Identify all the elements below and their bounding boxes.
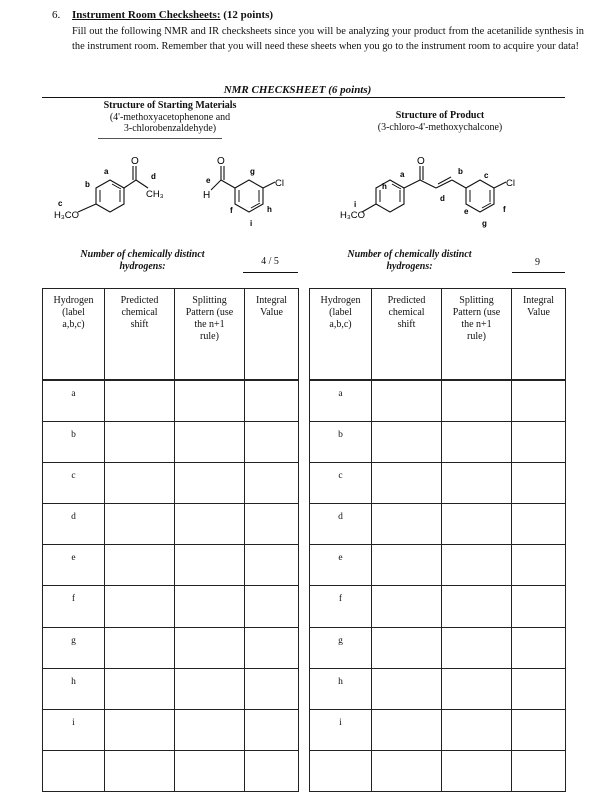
chemical-shift-cell[interactable] xyxy=(372,504,442,545)
table-row xyxy=(43,545,299,586)
hydrogen-label-cell: c xyxy=(43,463,105,504)
chemical-shift-cell[interactable] xyxy=(105,668,175,709)
hydrogen-label-cell: i xyxy=(43,709,105,750)
aldehyde-hydrogen-label: H xyxy=(203,190,211,201)
chemical-shift-cell[interactable] xyxy=(105,380,175,422)
product-hydrogen-count-label xyxy=(327,249,492,273)
starting-heading-title: Structure of Starting Materials xyxy=(103,100,237,111)
starting-hydrogen-count-label xyxy=(60,249,225,273)
question-points: (12 points) xyxy=(223,9,274,21)
table-row xyxy=(310,422,566,463)
table-row xyxy=(43,463,299,504)
starting-hydrogen-count-value: 4 / 5 xyxy=(261,256,279,267)
chlorine-label: Cl xyxy=(506,178,515,189)
integral-value-cell[interactable] xyxy=(512,504,566,545)
splitting-pattern-cell[interactable] xyxy=(442,463,512,504)
starting-heading-line2: (4'-methoxyacetophenone and xyxy=(109,111,231,123)
splitting-pattern-cell[interactable] xyxy=(175,627,245,668)
starting-count-label-line1: Number of chemically distinct xyxy=(80,249,205,260)
label-g: g xyxy=(482,219,487,228)
label-c: c xyxy=(58,199,63,208)
label-d: d xyxy=(440,194,445,203)
splitting-pattern-cell[interactable] xyxy=(175,668,245,709)
nmr-checksheet-title: NMR CHECKSHEET (6 points) xyxy=(223,84,372,96)
product-nmr-table xyxy=(309,288,566,792)
product-count-label-line2: hydrogens: xyxy=(386,261,433,272)
integral-value-cell[interactable] xyxy=(512,668,566,709)
table-header-row xyxy=(43,289,299,381)
question-number: 6. xyxy=(52,9,61,21)
integral-value-cell[interactable] xyxy=(245,422,299,463)
product-count-underline xyxy=(512,272,565,273)
chemical-shift-cell[interactable] xyxy=(372,586,442,627)
table-header-row xyxy=(310,289,566,381)
label-f: f xyxy=(503,205,506,214)
product-heading xyxy=(345,110,535,133)
chemical-shift-header: Predicted chemical shift xyxy=(372,289,442,381)
hydrogen-label-cell: b xyxy=(310,422,372,463)
hydrogen-label-cell: h xyxy=(43,668,105,709)
table-row xyxy=(310,504,566,545)
chemical-shift-cell[interactable] xyxy=(372,627,442,668)
chemical-shift-header: Predicted chemical shift xyxy=(105,289,175,381)
integral-value-cell[interactable] xyxy=(512,545,566,586)
splitting-pattern-cell[interactable] xyxy=(442,668,512,709)
splitting-pattern-cell[interactable] xyxy=(175,380,245,422)
product-heading-line2: (3-chloro-4'-methoxychalcone) xyxy=(377,121,503,133)
label-a: a xyxy=(104,167,109,176)
table-row xyxy=(310,545,566,586)
label-h: h xyxy=(267,205,272,214)
splitting-pattern-cell[interactable] xyxy=(175,422,245,463)
starting-materials-nmr-table xyxy=(42,288,299,792)
integral-value-cell[interactable] xyxy=(245,668,299,709)
hydrogen-label-cell: g xyxy=(310,627,372,668)
table-row xyxy=(310,586,566,627)
splitting-pattern-cell[interactable] xyxy=(442,380,512,422)
table-row xyxy=(43,586,299,627)
hydrogen-label-cell: g xyxy=(43,627,105,668)
carbonyl-oxygen-label: O xyxy=(417,156,425,167)
hydrogen-label-cell: e xyxy=(43,545,105,586)
product-count-label-line1: Number of chemically distinct xyxy=(347,249,472,260)
label-e: e xyxy=(206,176,211,185)
hydrogen-label-header: Hydrogen (label a,b,c) xyxy=(43,289,105,381)
hydrogen-label-cell: h xyxy=(310,668,372,709)
integral-value-cell[interactable] xyxy=(512,463,566,504)
chemical-shift-cell[interactable] xyxy=(105,750,175,791)
integral-value-cell[interactable] xyxy=(512,380,566,422)
starting-heading-line3: 3-chlorobenzaldehyde) xyxy=(123,123,217,134)
integral-value-cell[interactable] xyxy=(245,586,299,627)
methoxyacetophenone-structure xyxy=(40,152,190,232)
label-d: d xyxy=(151,172,156,181)
table-row xyxy=(43,380,299,422)
label-e: e xyxy=(464,207,469,216)
hydrogen-label-header: Hydrogen (label a,b,c) xyxy=(310,289,372,381)
integral-value-cell[interactable] xyxy=(245,504,299,545)
integral-value-cell[interactable] xyxy=(512,586,566,627)
splitting-pattern-cell[interactable] xyxy=(175,504,245,545)
integral-value-cell[interactable] xyxy=(512,750,566,791)
integral-value-header: Integral Value xyxy=(245,289,299,381)
chemical-shift-cell[interactable] xyxy=(105,627,175,668)
ketone-oxygen-label: O xyxy=(131,156,139,167)
chemical-shift-cell[interactable] xyxy=(372,709,442,750)
table-row xyxy=(310,750,566,791)
label-f: f xyxy=(230,206,233,215)
label-a: a xyxy=(400,170,405,179)
hydrogen-label-cell: a xyxy=(310,380,372,422)
chemical-shift-cell[interactable] xyxy=(105,422,175,463)
integral-value-cell[interactable] xyxy=(245,545,299,586)
chemical-shift-cell[interactable] xyxy=(372,380,442,422)
chemical-shift-cell[interactable] xyxy=(105,586,175,627)
heading-underline xyxy=(98,138,222,139)
product-heading-title: Structure of Product xyxy=(395,110,485,121)
hydrogen-label-cell: i xyxy=(310,709,372,750)
chemical-shift-cell[interactable] xyxy=(105,504,175,545)
hydrogen-label-cell: f xyxy=(43,586,105,627)
question-title-text: Instrument Room Checksheets: xyxy=(72,9,221,21)
table-row xyxy=(43,504,299,545)
hydrogen-label-cell xyxy=(43,750,105,791)
chemical-shift-cell[interactable] xyxy=(105,545,175,586)
hydrogen-label-cell: d xyxy=(310,504,372,545)
integral-value-cell[interactable] xyxy=(245,709,299,750)
splitting-pattern-header: Splitting Pattern (use the n+1 rule) xyxy=(442,289,512,381)
label-h: h xyxy=(382,182,387,191)
chalcone-structure xyxy=(340,152,540,232)
methoxy-label: H₃CO xyxy=(54,210,79,221)
chemical-shift-cell[interactable] xyxy=(372,463,442,504)
chemical-shift-cell[interactable] xyxy=(372,422,442,463)
splitting-pattern-cell[interactable] xyxy=(442,709,512,750)
starting-count-label-line2: hydrogens: xyxy=(119,261,166,272)
product-hydrogen-count-value: 9 xyxy=(535,257,540,268)
chemical-shift-cell[interactable] xyxy=(105,709,175,750)
integral-value-cell[interactable] xyxy=(512,709,566,750)
splitting-pattern-cell[interactable] xyxy=(442,504,512,545)
splitting-pattern-cell[interactable] xyxy=(175,463,245,504)
chemical-shift-cell[interactable] xyxy=(372,668,442,709)
hydrogen-label-cell: b xyxy=(43,422,105,463)
chlorine-label: Cl xyxy=(275,178,284,189)
splitting-pattern-cell[interactable] xyxy=(442,422,512,463)
label-c: c xyxy=(484,171,489,180)
starting-materials-heading xyxy=(70,100,270,135)
table-row xyxy=(310,380,566,422)
table-row xyxy=(310,709,566,750)
splitting-pattern-cell[interactable] xyxy=(175,750,245,791)
label-g: g xyxy=(250,167,255,176)
table-row xyxy=(310,463,566,504)
chemical-shift-cell[interactable] xyxy=(372,750,442,791)
hydrogen-label-cell: d xyxy=(43,504,105,545)
table-row xyxy=(43,750,299,791)
splitting-pattern-cell[interactable] xyxy=(442,545,512,586)
integral-value-cell[interactable] xyxy=(245,380,299,422)
methoxy-label: H₃CO xyxy=(340,210,365,221)
integral-value-cell[interactable] xyxy=(512,627,566,668)
splitting-pattern-cell[interactable] xyxy=(442,750,512,791)
chemical-shift-cell[interactable] xyxy=(105,463,175,504)
hydrogen-label-cell: a xyxy=(43,380,105,422)
table-row xyxy=(43,709,299,750)
question-instructions: Fill out the following NMR and IR checksheets since you will be analyzing your product from the acetanilide synthesis in the instrument room. Remember that you will need these sheets when you go to the instrument room to acquire your data! xyxy=(72,26,584,52)
splitting-pattern-cell[interactable] xyxy=(442,586,512,627)
aldehyde-oxygen-label: O xyxy=(217,156,225,167)
splitting-pattern-header: Splitting Pattern (use the n+1 rule) xyxy=(175,289,245,381)
title-rule xyxy=(42,97,565,98)
label-b: b xyxy=(85,180,90,189)
label-i: i xyxy=(354,200,357,209)
table-row xyxy=(43,627,299,668)
integral-value-cell[interactable] xyxy=(245,750,299,791)
hydrogen-label-cell: c xyxy=(310,463,372,504)
question-title xyxy=(72,9,273,21)
integral-value-header: Integral Value xyxy=(512,289,566,381)
chemical-shift-cell[interactable] xyxy=(372,545,442,586)
hydrogen-label-cell: f xyxy=(310,586,372,627)
table-row xyxy=(43,668,299,709)
hydrogen-label-cell xyxy=(310,750,372,791)
table-row xyxy=(310,627,566,668)
splitting-pattern-cell[interactable] xyxy=(442,627,512,668)
label-i: i xyxy=(250,219,253,228)
integral-value-cell[interactable] xyxy=(512,422,566,463)
integral-value-cell[interactable] xyxy=(245,463,299,504)
label-b: b xyxy=(458,167,463,176)
table-row xyxy=(310,668,566,709)
splitting-pattern-cell[interactable] xyxy=(175,709,245,750)
splitting-pattern-cell[interactable] xyxy=(175,586,245,627)
hydrogen-label-cell: e xyxy=(310,545,372,586)
chlorobenzaldehyde-structure xyxy=(195,152,305,232)
splitting-pattern-cell[interactable] xyxy=(175,545,245,586)
integral-value-cell[interactable] xyxy=(245,627,299,668)
table-row xyxy=(43,422,299,463)
methyl-label: CH₃ xyxy=(146,189,164,200)
starting-count-underline xyxy=(243,272,298,273)
